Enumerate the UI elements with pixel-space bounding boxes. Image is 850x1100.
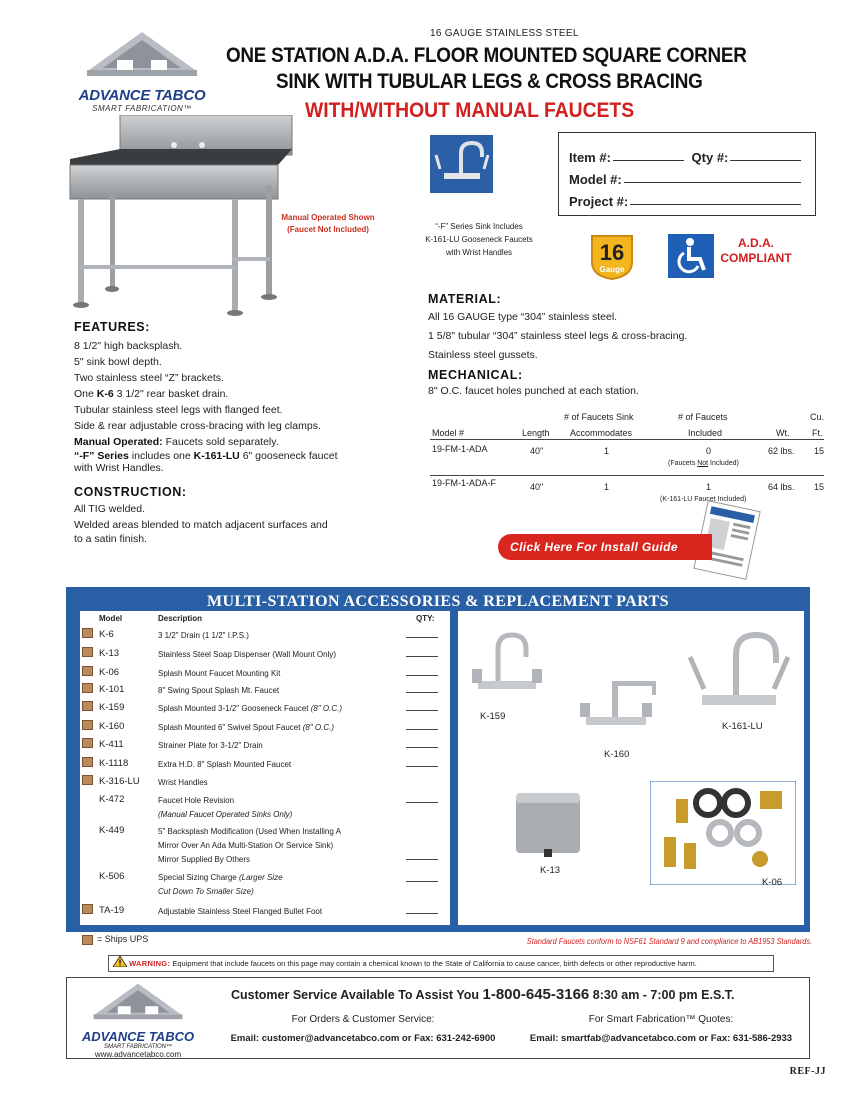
gauge-badge-icon <box>588 232 636 280</box>
page-title-line2: SINK WITH TUBULAR LEGS & CROSS BRACING <box>276 70 703 93</box>
customer-service-line: Customer Service Available To Assist You 1-800-645-3166 8:30 am - 7:00 pm E.S.T. <box>231 986 735 1003</box>
faucet-k159-image <box>468 629 550 699</box>
ref-code: REF-JJ <box>789 1066 826 1077</box>
install-guide-button[interactable]: Click Here For Install Guide <box>498 534 712 560</box>
page-title-line1: ONE STATION A.D.A. FLOOR MOUNTED SQUARE CORNER <box>226 44 747 67</box>
nsf-note: Standard Faucets conform to NSF61 Standard 9 and compliance to AB1953 Standards. <box>526 937 812 946</box>
ships-ups-icon <box>82 738 93 748</box>
qty-field[interactable] <box>406 710 438 711</box>
k159-label: K-159 <box>480 711 506 722</box>
warning-icon <box>113 956 127 967</box>
ships-ups-icon <box>82 757 93 767</box>
ships-ups-icon <box>82 701 93 711</box>
ships-ups-icon <box>82 628 93 638</box>
ships-ups-icon <box>82 775 93 785</box>
qty-field[interactable] <box>406 656 438 657</box>
qty-field[interactable] <box>406 913 438 914</box>
mounting-kit-k06-image <box>650 781 796 885</box>
accessories-panel <box>66 587 810 932</box>
ships-ups-icon <box>82 666 93 676</box>
material-list: All 16 GAUGE type “304” stainless steel. 1 5/8" tubular “304” stainless steel legs & cross-bracing. Stainless steel gussets. <box>428 311 688 361</box>
model-table <box>430 410 824 512</box>
qty-field[interactable] <box>730 160 801 161</box>
material-heading: MATERIAL: <box>428 292 502 306</box>
ships-ups-icon <box>82 683 93 693</box>
brand-tagline: SMART FABRICATION™ <box>92 104 192 113</box>
website-link[interactable]: www.advancetabco.com <box>94 1050 182 1059</box>
ships-ups-icon <box>82 904 93 914</box>
k06-label: K-06 <box>762 877 783 888</box>
smartfab-contact: For Smart Fabrication™ Quotes: Email: smartfab@advancetabco.com or Fax: 631-586-2933 <box>511 1014 811 1044</box>
ada-compliant-badge: A.D.A. COMPLIANT <box>720 236 792 265</box>
logo-mark-icon <box>83 982 193 1024</box>
k160-label: K-160 <box>604 749 630 760</box>
brand-logo[interactable] <box>62 30 222 113</box>
item-info-box <box>558 132 816 216</box>
model-label: Model #: <box>569 172 622 187</box>
qty-field[interactable] <box>406 859 438 860</box>
model-field[interactable] <box>624 182 801 183</box>
sink-product-image <box>66 115 294 337</box>
accessories-title: MULTI-STATION ACCESSORIES & REPLACEMENT PARTS <box>207 593 669 610</box>
footer-logo[interactable]: ADVANCE TABCO SMART FABRICATION™ www.advancetabco.com <box>73 982 203 1059</box>
construction-list: All TIG welded. Welded areas blended to match adjacent surfaces and to a satin finish. <box>74 503 328 545</box>
qty-field[interactable] <box>406 802 438 803</box>
table-row: 19-FM-1-ADA 40" 1 0 62 lbs. 15 (Faucets Not Included) <box>430 440 824 476</box>
manual-operated-note: Manual Operated Shown (Faucet Not Included) <box>281 213 375 234</box>
ships-ups-icon <box>82 935 93 945</box>
k13-label: K-13 <box>540 865 561 876</box>
item-field[interactable] <box>613 160 684 161</box>
qty-field[interactable] <box>406 729 438 730</box>
qty-field[interactable] <box>406 747 438 748</box>
gauge-line: 16 GAUGE STAINLESS STEEL <box>430 28 579 39</box>
ships-ups-legend: = Ships UPS <box>82 934 148 945</box>
item-label: Item #: <box>569 150 611 165</box>
logo-mark-icon <box>77 30 207 82</box>
project-field[interactable] <box>630 204 801 205</box>
faucet-k161-thumbnail <box>430 135 493 193</box>
qty-field[interactable] <box>406 675 438 676</box>
gauge-word: Gauge <box>599 265 625 274</box>
qty-label: Qty #: <box>691 150 729 165</box>
qty-field[interactable] <box>406 692 438 693</box>
mechanical-heading: MECHANICAL: <box>428 368 523 382</box>
ships-ups-icon <box>82 647 93 657</box>
qty-field[interactable] <box>406 766 438 767</box>
phone-number[interactable]: 1-800-645-3166 <box>482 986 590 1003</box>
k161-lu-label: K-161-LU <box>722 721 763 732</box>
soap-dispenser-k13-image <box>512 789 584 863</box>
mechanical-list: 8" O.C. faucet holes punched at each station. <box>428 385 639 397</box>
faucet-k161-lu-image <box>684 629 794 719</box>
features-heading: FEATURES: <box>74 320 150 334</box>
model-table-header: Model # Length # of Faucets Sink Accommodates # of Faucets Included Wt. Cu. Ft. <box>432 412 825 438</box>
ships-ups-icon <box>82 720 93 730</box>
orders-contact: For Orders & Customer Service: Email: customer@advancetabco.com or Fax: 631-242-6900 <box>213 1014 513 1044</box>
wheelchair-icon <box>668 234 714 278</box>
construction-heading: CONSTRUCTION: <box>74 485 187 499</box>
orders-email[interactable]: Email: customer@advancetabco.com or Fax: 631-242-6900 <box>230 1033 496 1044</box>
prop65-warning: WARNING: Equipment that include faucets on this page may contain a chemical known to the State of California to cause cancer, birth defects or other reproductive harm. <box>108 955 774 972</box>
brand-name: ADVANCE TABCO <box>78 87 206 104</box>
accessories-images <box>458 611 804 925</box>
accessories-list: Model Description QTY: K-6 3 1/2" Drain (1 1/2" I.P.S.) K-13 Stainless Steel Soap Dispenser (Wall Mount Only) K-06 Splash Mount Faucet Mounting Kit K-101 8" Swing Spout Splash Mt. Faucet K-159 Splash Mounted 3-1/2" Gooseneck Faucet (8" O.C.) K-160 Splash Mounted 6" Swivel Spout Faucet (8" O.C.) K-411 Strainer Plate for 3-1/2" Drain K-1118 Extra H.D. 8" Splash Mounted Faucet K-316-LU Wrist Handles K-472 Faucet Hole Revision (Manual Faucet Operated Sinks Only) K-449 5" Backsplash Modification (Used When Installing A Mirror Over An Ada Multi-Station Or Service Sink) Mirror Supplied By Others K-506 Special Sizing Charge (Larger Size Cut Down To Smaller Size) TA-19 Adjustable Stainless Steel Flanged Bullet Foot <box>80 611 450 925</box>
faucet-k160-image <box>576 673 666 741</box>
qty-field[interactable] <box>406 881 438 882</box>
gauge-number: 16 <box>599 240 625 265</box>
faucet-caption: “-F” Series Sink Includes K-161-LU Gooseneck Faucets with Wrist Handles <box>425 222 533 257</box>
project-label: Project #: <box>569 194 629 209</box>
footer <box>66 977 810 1059</box>
qty-field[interactable] <box>406 637 438 638</box>
table-row: 19-FM-1-ADA-F 40" 1 1 64 lbs. 15 (K-161-LU Faucet Included) <box>432 478 825 503</box>
smartfab-email[interactable]: Email: smartfab@advancetabco.com or Fax: 631-586-2933 <box>529 1033 793 1044</box>
page-title-line3: WITH/WITHOUT MANUAL FAUCETS <box>305 99 635 122</box>
features-list: 8 1/2" high backsplash. 5" sink bowl depth. Two stainless steel “Z” brackets. One K-6 3 1/2" rear basket drain. Tubular stainless steel legs with flanged feet. Side & rear adjustable cross-bracing with leg clamps. Manual Operated: Faucets sold separately. “-F” Series includes one K-161-LU 6" gooseneck faucet with Wrist Handles. <box>74 340 338 474</box>
